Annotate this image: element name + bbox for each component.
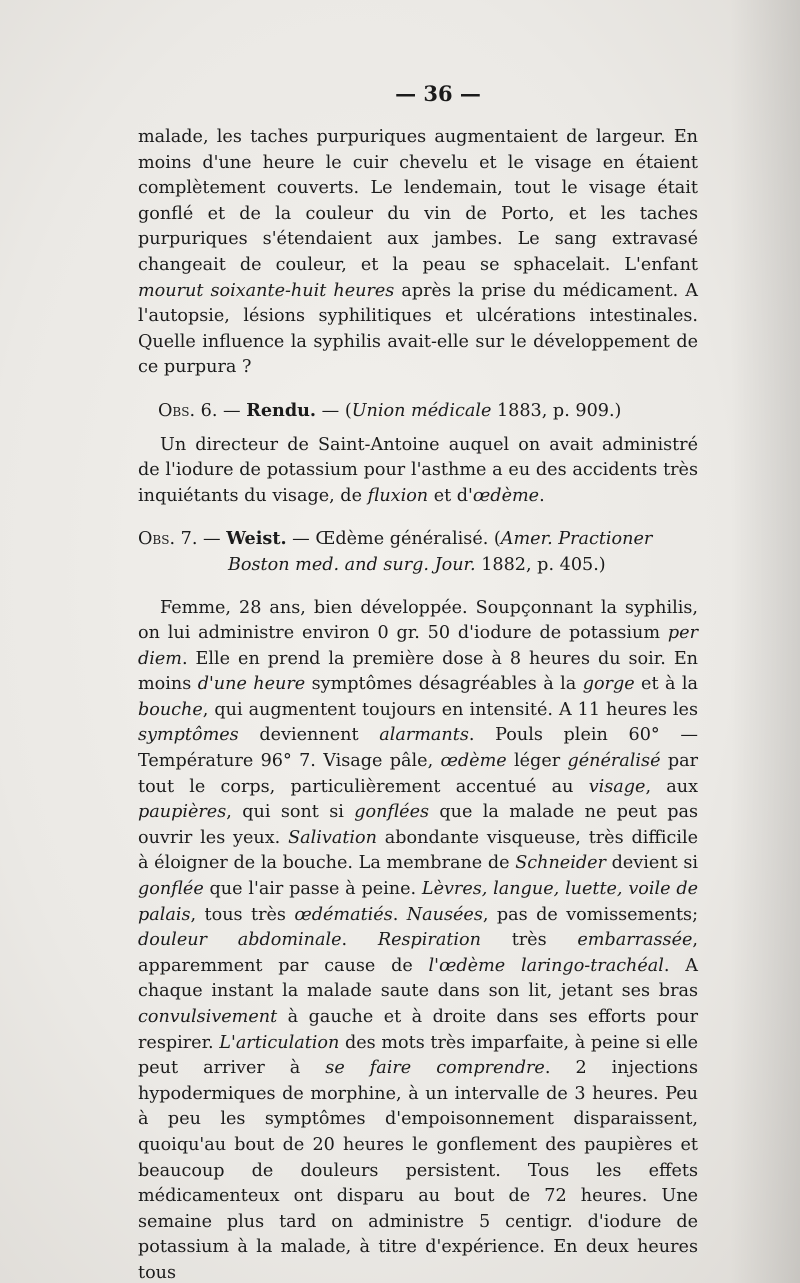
p3-text: . Pouls plein 60° — Température 96° 7. Visage pâle, bbox=[138, 725, 698, 772]
p3-text: , qui augmentent toujours en intensité. A 11 heures les bbox=[202, 699, 698, 720]
p3-italic: paupières bbox=[138, 802, 227, 823]
obs7-dash2: — Œdème généralisé. ( bbox=[286, 529, 501, 550]
p3-italic: Respiration bbox=[377, 930, 481, 951]
p2-text-a: Un directeur de Saint-Antoine auquel on avait administré de l'iodure de potassium pour l'asthme a eu des accidents très inquiétants du visage, de bbox=[138, 434, 698, 506]
obs7-journal-2: Boston med. and surg. Jour. bbox=[228, 554, 476, 575]
p3-italic: alarmants bbox=[379, 725, 469, 746]
p3-text: symptômes désagréables à la bbox=[305, 674, 583, 695]
p2-text-c: . bbox=[539, 485, 545, 506]
p3-text: que l'air passe à peine. bbox=[203, 879, 422, 900]
p3-italic: per diem bbox=[138, 623, 698, 669]
p3-text: à gauche et à droite dans ses efforts pour respirer. bbox=[138, 1007, 698, 1053]
p3-italic: embarrassée bbox=[577, 930, 693, 951]
p3-text: . 2 injections hypodermiques de morphine, à un intervalle de 3 heures. Peu à peu les symptômes d'empoisonnement disparaissent, quoiqu'au bout de 20 heures le gonflement des paupières et beaucoup de douleurs persistent. Tous les effets médicamenteux ont disparu au bout de 72 heures. Une semaine plus tard on administre 5 centigr. d'iodure de potassium à la malade, à titre d'expérience. En deux heures tous bbox=[138, 1058, 698, 1283]
page-edge-shadow bbox=[730, 0, 800, 1283]
p3-text: par tout le corps, particulièrement accentué au bbox=[138, 751, 698, 797]
p3-text: , aux bbox=[645, 776, 698, 797]
p3-text: des mots très imparfaite, à peine si elle peut arriver à bbox=[138, 1032, 698, 1079]
p3-text: . Elle en prend la première dose à 8 heures du soir. En moins bbox=[138, 648, 698, 695]
p3-italic: d'une heure bbox=[197, 674, 306, 695]
p3-text: Femme, 28 ans, bien développée. Soupçonnant la syphilis, on lui administre environ 0 gr. 50 d'iodure de potassium bbox=[138, 597, 698, 644]
p3-italic: gonflée bbox=[138, 879, 204, 900]
obs7-journal-1: Amer. Practioner bbox=[500, 529, 653, 550]
p3-text: . bbox=[341, 930, 378, 951]
obs7-author: Weist. bbox=[226, 528, 287, 550]
p3-text: deviennent bbox=[238, 725, 380, 746]
p1-italic-1: mourut soixante-huit heures bbox=[138, 280, 395, 301]
p3-italic: Salivation bbox=[288, 827, 377, 848]
p3-text: , qui sont si bbox=[226, 802, 355, 823]
p3-text: et à la bbox=[634, 674, 698, 695]
p3-italic: L'articulation bbox=[219, 1032, 340, 1053]
obs6-dash1: — bbox=[217, 400, 247, 421]
observation-7-heading bbox=[138, 526, 698, 578]
p3-text: , pas de vomissements; bbox=[482, 904, 698, 925]
p3-italic: bouche bbox=[138, 699, 203, 720]
p3-italic: Schneider bbox=[515, 853, 606, 874]
p1-text-b: après la prise du médicament. A l'autopsie, lésions syphilitiques et ulcérations intestinales. Quelle influence la syphilis avait-elle sur le développement de ce purpura ? bbox=[138, 280, 698, 378]
paragraph-2 bbox=[138, 433, 698, 510]
p3-text: très bbox=[480, 930, 578, 951]
observation-6-heading bbox=[138, 398, 698, 425]
p3-text: abondante visqueuse, très difficile à éloigner de la bouche. La membrane de bbox=[138, 827, 698, 874]
p3-italic: Lèvres, langue, luette, voile de palais bbox=[138, 879, 698, 925]
p3-text: . bbox=[392, 904, 407, 925]
p3-italic: œdématiés bbox=[294, 904, 393, 925]
p3-italic: gorge bbox=[582, 674, 635, 695]
p3-italic: gonflées bbox=[354, 802, 430, 823]
p3-italic: généralisé bbox=[567, 751, 661, 772]
text-body bbox=[138, 80, 698, 1283]
p3-italic: œdème bbox=[440, 751, 507, 772]
p2-italic-2: œdème bbox=[472, 485, 540, 506]
p2-italic-1: fluxion bbox=[367, 485, 429, 506]
obs7-dash1: — bbox=[197, 529, 227, 550]
p3-text: . A chaque instant la malade saute dans son lit, jetant ses bras bbox=[138, 955, 698, 1002]
obs7-tail: 1882, p. 405.) bbox=[475, 554, 606, 575]
page-number: — 36 — bbox=[395, 81, 481, 106]
p3-text: que la malade ne peut pas ouvrir les yeux. bbox=[138, 802, 698, 848]
p3-italic: se faire comprendre bbox=[325, 1058, 545, 1079]
p3-text: , apparemment par cause de bbox=[138, 930, 699, 976]
obs6-dash2: — ( bbox=[316, 400, 352, 421]
p2-text-b: et d' bbox=[428, 485, 473, 506]
p3-text: léger bbox=[506, 751, 568, 772]
obs6-author: Rendu. bbox=[246, 399, 317, 421]
obs6-tail: 1883, p. 909.) bbox=[491, 400, 622, 421]
p3-italic: Nausées bbox=[406, 904, 483, 925]
obs7-label: Obs. 7. bbox=[138, 529, 198, 550]
p3-italic: douleur abdominale bbox=[138, 930, 342, 951]
obs6-label: Obs. 6. bbox=[158, 400, 218, 421]
p3-italic: l'œdème laringo-trachéal bbox=[428, 955, 664, 976]
p1-text-a: malade, les taches purpuriques augmentaient de largeur. En moins d'une heure le cuir chevelu et le visage en étaient complètement couverts. Le lendemain, tout le visage était gonflé et de la couleur du vin de Porto, et les taches purpuriques s'étendaient aux jambes. Le sang extravasé changeait de couleur, et la peau se sphacelait. L'enfant bbox=[138, 127, 698, 275]
paragraph-3 bbox=[138, 596, 698, 1283]
obs6-journal: Union médicale bbox=[351, 400, 492, 421]
p3-italic: visage bbox=[588, 776, 646, 797]
paragraph-1 bbox=[138, 125, 698, 381]
p3-text: devient si bbox=[605, 853, 698, 874]
p3-italic: symptômes bbox=[138, 725, 239, 746]
p3-text: , tous très bbox=[190, 904, 295, 925]
p3-italic: convulsivement bbox=[138, 1007, 278, 1027]
